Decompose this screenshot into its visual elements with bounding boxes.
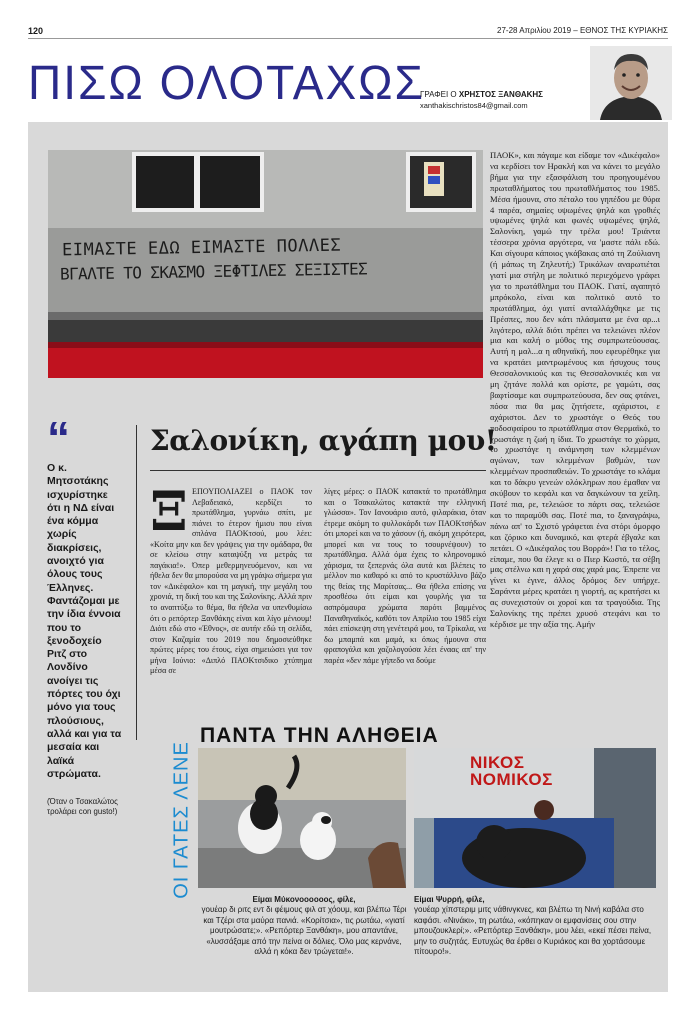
column-divider: [136, 425, 137, 740]
author-name: ΧΡΗΣΤΟΣ ΞΑΝΘΑΚΗΣ: [458, 90, 543, 99]
headline-rule: [150, 470, 486, 471]
cats-vertical-label: [170, 741, 194, 899]
byline-prefix: ΓΡΑΦΕΙ Ο: [420, 90, 457, 99]
author-email: xanthakischristos84@gmail.com: [420, 101, 528, 110]
article-headline: Σαλονίκη, αγάπη μου!: [150, 424, 497, 457]
quote-box: [47, 412, 122, 817]
cats-caption-2-lead: Είμαι Ψυρρή, φίλε,: [414, 895, 485, 904]
article-column-1-text: ΕΠΟΥΠΟΛΙΑΖΕΙ ο ΠΑΟΚ τον Λεβαδειακό, κερδίζει το πρωτάθλημα, γυρνάω σπίτι, με πιάνει το έτερον ήμισυ που είναι σπλάνα ΠΑΟΚτσού, μου λέει: «Κοίτα μην και δεν γράψεις για την ομάδαρα, θα σε κλείσω στην καταψύξη να μετράς τα παγάκια!». Όπερ μεθερμηνευόμενον, και να ήθελα δεν θα μπορούσα να μη γράψω σήμερα για τον «Δικέφαλο» και τη μαγική, την μεγάλη του χρονιά, τη δική του και της Σαλονίκης. Αλλά πριν το αναπτύξω το θέμα, θα ήθελα να υπενθυμίσω ότι ο ρεπόρτερ Ξανθάκης είναι και λίγο μένιουμ! Διότι εδώ στο «Έθνος», σε αυτήν εδώ τη σελίδα, στον Καζαμία του 2019 που δημοσιεύθηκε πρώτες μέρες του έτους, είχα σημειώσει για τον μήνα Ιούνιο: «Διπλό ΠΑΟΚτσιδικο χτύπημα μέσα σε: [150, 487, 312, 676]
byline: [420, 90, 590, 110]
article-body: [150, 479, 486, 677]
cats-vertical-text: ΟΙ ΓΑΤΕΣ ΛΕΝΕ: [170, 741, 193, 899]
quote-attribution: (Όταν ο Τσακαλώτος τρολάρει con gusto!): [47, 797, 118, 817]
article-continuation: ΠΑΟΚ», και πάγαμε και είδαμε τον «Δικέφαλο» να κερδίσει τον Ηρακλή και να κάνει το μεγάλο βήμα για την εξασφάλιση του προηγουμένου πρωταθλήματος του πρωταθλήματος του 1985. Μέσα ήμουνα, στο πέταλο του γηπέδου με θύρα 4 παρέα, σημαίες υψωμένες ψηλά και γροθιές υψωμένες ψηλά και φωνές υψωμένες ψηλά, Σαλονίκη, γαμώ την τρέλα μου! Τριάντα τέσσερα χρόνια αργότερα, να 'μαστε πάλι εδώ. Και σίγουρα κάποιος γκάβακας από τη Ζούλιανη (ή μάπως τη Ζηλευτή;) Τρικάλων αναρωτιέται γιατί μια στήλη με πολιτικό περιεχόμενο γράφει για το πρωτάθλημα του ΠΑΟΚ. Γιατί, αγαπητό μπρόκολο, είναι και πολιτικό αυτό το πρωτάθλημα, όχι γιατί ανταλλάχθηκε με τις Πρέσπες, που δεν κάτι πλάσματα με ένα αρ...ι λιγότερο, αλλά διότι πρέπει να τελειώνει πλέον μια και καλή ο μύθος της συμπρωτεύουσας. Αυτή η μαλ...α η αθηναϊκή, που εφευρέθηκε για να κρατάει μαντρωμένους και ήσυχους τους Θεσσαλονικιούς και τις Θεσσαλονικιές και να μη ζητάνε πολλά και ορίστε, ρε γαμώτι, σας βαφτίσαμε και συμπρωτεύουσα, δεν σας φτάνει, πόσα πια θα μας ζητήσετε, αχάριστοι, ε αχάριστοι. Δεν το χρωστάγε ο Θεός του ποδοσφαίρου το πρωτάθλημα στον Θερμαϊκό, το χρωστάγε η ζωή η ίδια. Το χρωστάγε το χώρμα, το χρωστάγε η ανάμνηση των κλεμμένων αγώνων, των κλεμμένων βαθμών, των κλεμμένων προσπαθειών. Το χρωστάγε το κλάμα και το δάκρυ γενεών ολόκληρων που έμαθαν να σκύβουν το κεφάλι και να δαγκώνουν τα χείλη. Ποτέ πια, ρε, τελειώσε το πάρτι σας, τελειώσε και το παραμύθι σας. Ποτέ πια, το ξαναγράψω, πάνω απ' το Σχιστό γράφεται ένα στόρι όμορφο και ζόρικο και δυναμικό, και φτερά έβγαλε και πετάει. Ο «Δικέφαλος του Βορρά»! Για το τέλος, είπαμε, που θα έλεγε κι ο Πιερ Κωστό, τα σέβη μας στέλνω και η χαρά σας χαρά μας. Έπρεπε να γίνει κι έγινε, άλλος δρόμος δεν υπήρχε. Σαράντα μέρες κρατάει η γιορτή, ας κρατήσει κι ας συνεχιστούν οι χοροί και τα τραγούδια. Της Σαλονίκης της πρέπει χρυσό στεφάνι και το κέρδισε με την αξία της. Αμήν: [490, 150, 660, 629]
cats-caption-1: [198, 895, 410, 957]
nomikos-sign: ΝΙΚΟΣ ΝΟΜΙΚΟΣ: [470, 753, 553, 789]
cats-caption-2: [414, 895, 654, 957]
article-column-1: [150, 479, 312, 677]
graffiti-line-2: ΒΓΑΛΤΕ ΤΟ ΣΚΑΣΜΟ ΞΕΦΤΙΛΕΣ ΣΕΞΙΣΤΕΣ: [59, 259, 368, 284]
page-number: 120: [28, 26, 44, 36]
dropcap: Ξ: [150, 479, 188, 543]
date-line: 27-28 Απριλίου 2019 – ΕΘΝΟΣ ΤΗΣ ΚΥΡΙΑΚΗΣ: [497, 26, 668, 35]
cats-caption-1-text: γουέαρ δι ριτς εντ δι φέιμους φιλ ατ χόουμ, και βλέπω Τέρι και Τζέρι στα μαύρα πανιά. «Κορίτσια», τις ρωτάω, «γιατί μουτρώσατε;». «Ρεπόρτερ Ξανθάκη», μου απαντάνε, «λυσσάξαμε από την πείνα οι δόλιες. Όλο μας κερνάνε, αλλά η κόκα δεν τρώγεται!».: [201, 905, 407, 957]
author-portrait: [590, 46, 672, 120]
cats-photo: [198, 748, 406, 888]
article-column-2: λίγες μέρες: ο ΠΑΟΚ κατακτά το πρωτάθλημα και ο Τσακαλώτος κατακτά την ελληνική γλώσσα». Τον Ιανουάριο αυτό, φιλαράκια, όταν έτρεμε ακόμη το φυλλοκάρδι των ΠΑΟΚτσήδων ότι μπορεί και να το χάσουν (ή, ακόμη χειρότερα, μπορεί και να τους το τσουρνέψουν) το πρωτάθλημα. Αλλά όμα έχεις το κληρονομικό χάρισμα, τα ξεπερνάς όλα αυτά και βλέπεις το μέλλον πιο καθαρό κι από το κρυστάλλινο βάζο της θείας της Μαρίτσας... Θα ήθελα επίσης να προσθέσω ότι είμαι και γουρλής για τα ασπρόμαυρα χρώματα παρότι βαμμένος Παναθηναϊκός, καθότι τον Απρίλιο του 1985 είχα πάει επίσκεψη στη γενέτειρά μου, τα Τρίκαλα, να δω μπαμπά και μαμά, κι όπως ήμουνα στα φραπογάλα και χαζολογούσα λέει έναας απ' την παρέα «δεν πάμε γήπεδο να δούμε: [324, 487, 486, 665]
cats-caption-2-text: γουέαρ χίπστεριμ μιτς νάθινγκνες, και βλέπω τη Νινή καβάλα στο καφάσι. «Νινάκι», τη ρωτάω, «κόπηκαν οι εμφανίσεις σου στην μπουζουκλερί;». «Ρεπόρτερ Ξανθάκη», μου λέει, «εκεί πέσει πείνα, μην το συζητάς. Ευτυχώς θα έρθει ο Κυριάκος και θα χορτάσουμε πίτουρο!».: [414, 905, 652, 957]
graffiti-line-1: ΕΙΜΑΣΤΕ ΕΔΩ ΕΙΜΑΣΤΕ ΠΟΛΛΕΣ: [61, 235, 342, 261]
quote-mark-icon: “: [47, 412, 70, 464]
header-rule: [28, 38, 668, 39]
cats-caption-1-lead: Είμαι Μύκονοοοοοος, φίλε,: [252, 895, 356, 904]
page-header: [28, 24, 668, 42]
quote-text: Ο κ. Μητσοτάκης ισχυρίστηκε ότι η ΝΔ είναι ένα κόμμα χωρίς διακρίσεις, ανοιχτό για όλους τους Έλληνες. Φαντάζομαι με την ίδια έννοια που το ξενοδοχείο Ριτζ στο Λονδίνο ανοίγει τις πόρτες του όχι μόνο για τους πλούσιους, αλλά και για τα μεσαία και λαϊκά στρώματα.: [47, 462, 122, 780]
column-masthead: ΠΙΣΩ ΟΛΟΤΑΧΩΣ: [28, 54, 425, 110]
cats-heading: ΠΑΝΤΑ ΤΗΝ ΑΛΗΘΕΙΑ: [200, 724, 439, 747]
